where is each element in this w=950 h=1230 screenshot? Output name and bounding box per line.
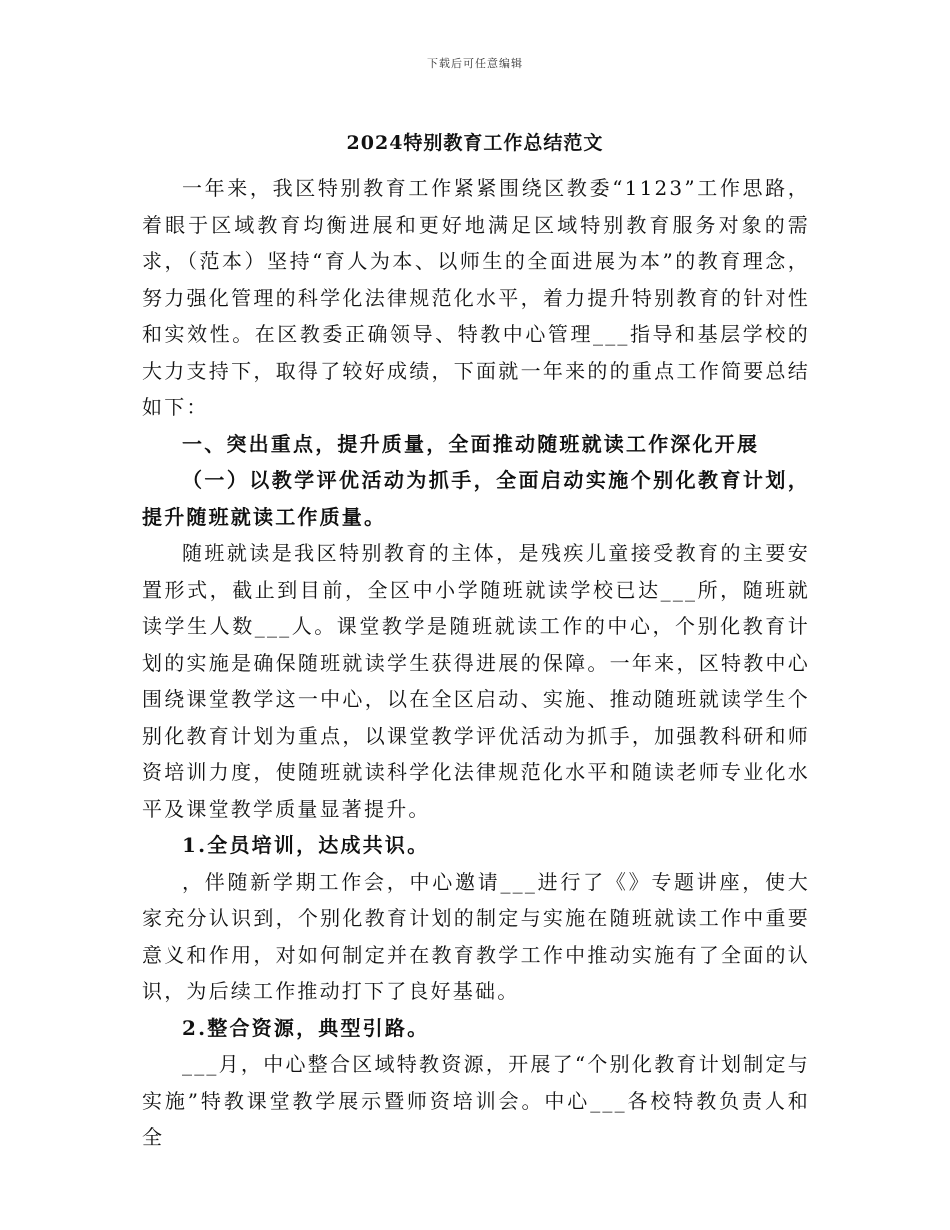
item-heading-1: 1.全员培训，达成共识。 [182,833,430,857]
body-paragraph: ___月，中心整合区域特教资源，开展了“个别化教育计划制定与实施”特教课堂教学展示暨师资培训会。中心___各校特教负责人和全 [142,1052,810,1149]
item-heading-2: 2.整合资源，典型引路。 [182,1015,430,1040]
body-paragraph: 随班就读是我区特别教育的主体，是残疾儿童接受教育的主要安置形式，截止到目前，全区中小学随班就读学校已达___所，随班就读学生人数___人。课堂教学是随班就读工作的中心，个别化教育计划的实施是确保随班就读学生获得进展的保障。一年来，区特教中心围绕课堂教学这一中心，以在全区启动、实施、推动随班就读学生个别化教育计划为重点，以课堂教学评优活动为抓手，加强教科研和师资培训力度，使随班就读科学化法律规范化水平和随读老师专业化水平及课堂教学质量显著提升。 [142,541,810,821]
body-paragraph: ，伴随新学期工作会，中心邀请___进行了《》专题讲座，使大家充分认识到，个别化教育计划的制定与实施在随班就读工作中重要意义和作用，对如何制定并在教育教学工作中推动实施有了全面的认识，为后续工作推动打下了良好基础。 [142,869,810,1003]
subsection-heading-1: （一）以教学评优活动为抓手，全面启动实施个别化教育计划，提升随班就读工作质量。 [142,468,810,529]
header-note: 下载后可任意编辑 [427,57,523,70]
section-heading-1: 一、突出重点，提升质量，全面推动随班就读工作深化开展 [182,431,760,456]
document-body [142,170,810,1156]
document-title: 2024特别教育工作总结范文 [346,132,604,154]
intro-paragraph: 一年来，我区特别教育工作紧紧围绕区教委“1123”工作思路，着眼于区域教育均衡进展和更好地满足区域特别教育服务对象的需求，（范本）坚持“育人为本、以师生的全面进展为本”的教育理念，努力强化管理的科学化法律规范化水平，着力提升特别教育的针对性和实效性。在区教委正确领导、特教中心管理___指导和基层学校的大力支持下，取得了较好成绩，下面就一年来的的重点工作简要总结如下： [142,176,810,419]
